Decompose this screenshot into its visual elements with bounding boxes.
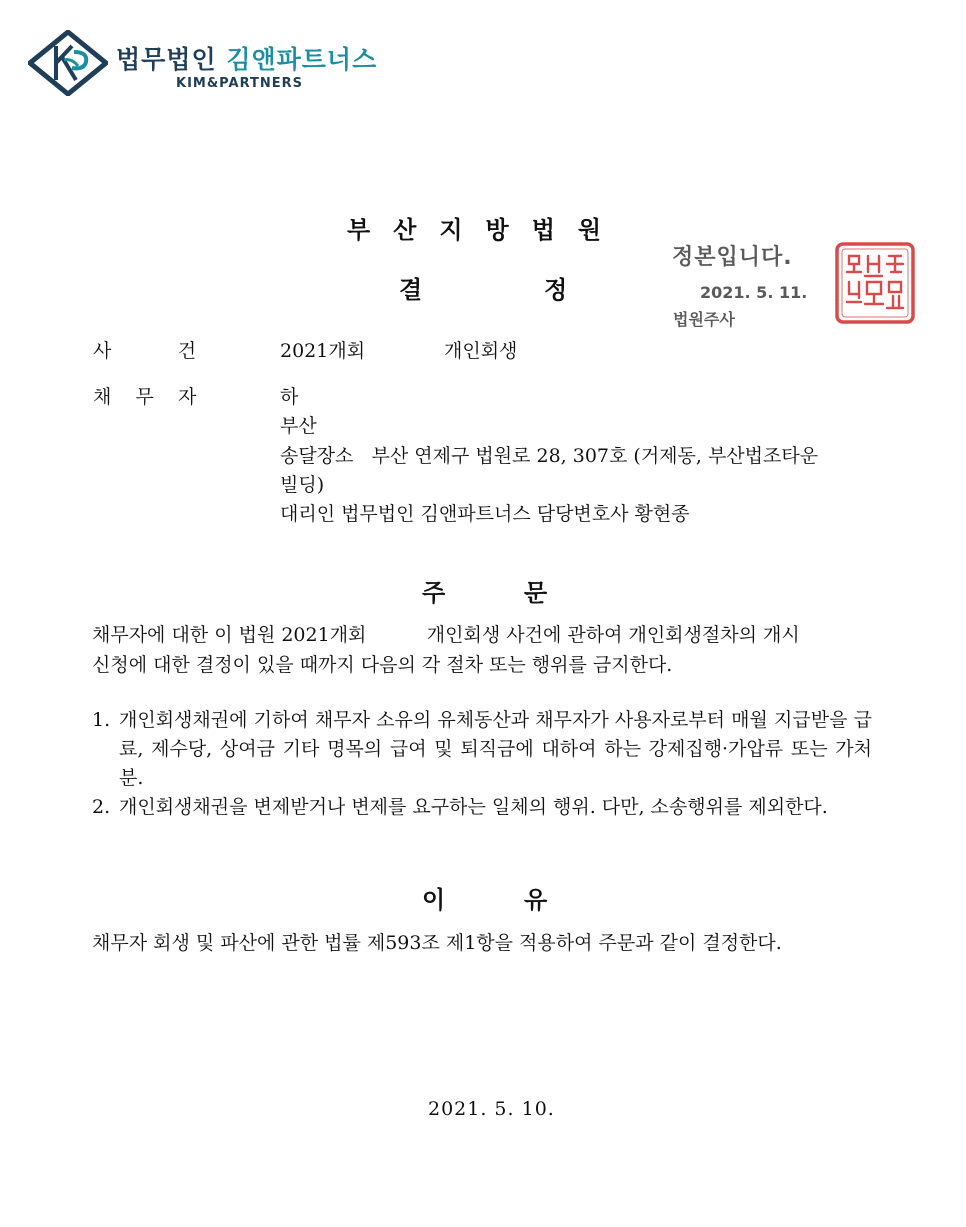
title-left: 결 xyxy=(399,275,423,304)
case-label: 사 건 xyxy=(93,340,197,362)
court-name: 부산지방법원 xyxy=(347,215,625,244)
firm-name-en: KIM&PARTNERS xyxy=(176,76,304,91)
order-intro-line1: 채무자에 대한 이 법원 2021개회 개인회생 사건에 관하여 개인회생절차의 개시 xyxy=(92,624,800,646)
order-intro-line2: 신청에 대한 결정이 있을 때까지 다음의 각 절차 또는 행위를 금지한다. xyxy=(92,654,673,676)
title-right: 정 xyxy=(544,275,568,304)
debtor-address: 부산 xyxy=(280,415,317,437)
firm-name-main: 김앤파트너스 xyxy=(226,45,378,74)
order-item xyxy=(92,793,872,822)
reason-text: 채무자 회생 및 파산에 관한 법률 제593조 제1항을 적용하여 주문과 같이 결정한다. xyxy=(92,932,782,954)
order-item xyxy=(92,706,872,793)
order-item-text: 개인회생채권을 변제받거나 변제를 요구하는 일체의 행위. 다만, 소송행위를 제외한다. xyxy=(119,796,828,818)
certification-clerk: 법원주사 xyxy=(673,310,735,329)
firm-logo-icon xyxy=(28,30,108,96)
firm-name-prefix: 법무법인 xyxy=(116,45,217,74)
certification-date: 2021. 5. 11. xyxy=(700,283,808,302)
order-item-number: 1. xyxy=(92,709,111,731)
certification-label: 정본입니다. xyxy=(672,245,793,270)
case-number: 2021개회 xyxy=(280,340,366,362)
decision-date: 2021. 5. 10. xyxy=(428,1098,555,1120)
debtor-name: 하 xyxy=(280,386,299,408)
order-item-text: 개인회생채권에 기하여 채무자 소유의 유체동산과 채무자가 사용자로부터 매월 지급받을 급료, 제수당, 상여금 기타 명목의 급여 및 퇴직금에 대하여 하는 강제집행·가압류 또는 가처분. xyxy=(119,709,872,789)
case-type: 개인회생 xyxy=(444,340,518,362)
order-item-number: 2. xyxy=(92,796,111,818)
order-heading-left: 주 xyxy=(422,578,446,607)
order-heading-right: 문 xyxy=(524,578,548,607)
firm-name xyxy=(116,40,377,76)
debtor-delivery-cont: 빌딩) xyxy=(280,474,325,496)
court-seal-icon xyxy=(835,242,915,324)
debtor-agent: 대리인 법무법인 김앤파트너스 담당변호사 황현종 xyxy=(280,503,690,525)
reason-heading-left: 이 xyxy=(422,885,446,914)
reason-heading-right: 유 xyxy=(524,885,548,914)
debtor-delivery: 송달장소 부산 연제구 법원로 28, 307호 (거제동, 부산법조타운 xyxy=(280,445,819,467)
debtor-label: 채 무 자 xyxy=(93,386,197,408)
